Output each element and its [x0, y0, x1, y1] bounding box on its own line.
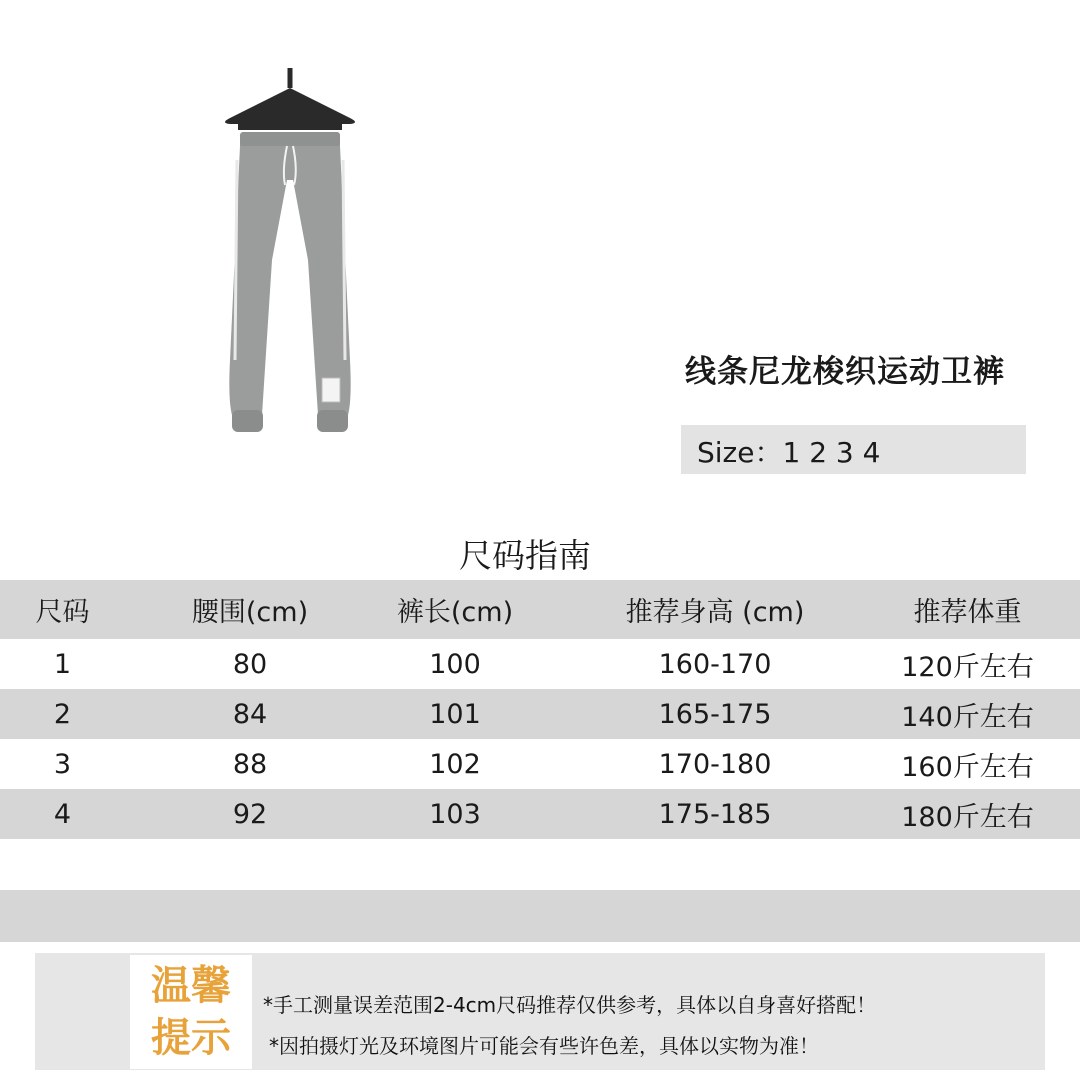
size-box	[681, 425, 1026, 474]
table-row	[0, 739, 1080, 789]
header-length: 裤长(cm)	[396, 597, 514, 628]
cell-length: 102	[429, 748, 481, 780]
cell-waist: 88	[232, 748, 268, 780]
cell-size: 4	[53, 798, 72, 830]
cell-weight: 180斤左右	[901, 801, 1034, 833]
cell-size: 3	[53, 748, 72, 780]
header-waist: 腰围(cm)	[191, 597, 309, 628]
cell-length: 101	[429, 698, 481, 730]
notice-panel	[35, 953, 1045, 1070]
table-row	[0, 639, 1080, 689]
table-header-row	[0, 580, 1080, 639]
notice-badge-line1: 温馨	[151, 963, 231, 1009]
product-image	[190, 60, 390, 480]
notice-badge	[130, 955, 252, 1069]
cell-waist: 80	[232, 648, 268, 680]
cell-height: 165-175	[658, 698, 772, 730]
cell-waist: 84	[232, 698, 268, 730]
notice-badge-line2: 提示	[151, 1015, 231, 1061]
cell-size: 2	[53, 698, 72, 730]
cell-height: 175-185	[658, 798, 772, 830]
table-row	[0, 689, 1080, 739]
cell-weight: 160斤左右	[901, 751, 1034, 783]
cell-waist: 92	[232, 798, 268, 830]
cell-weight: 120斤左右	[901, 651, 1034, 683]
cell-weight: 140斤左右	[901, 701, 1034, 733]
header-size: 尺码	[35, 597, 90, 628]
divider-band	[0, 890, 1080, 942]
notice-line-2: *因拍摄灯光及环境图片可能会有些许色差，具体以实物为准！	[269, 1034, 819, 1058]
cell-height: 160-170	[658, 648, 772, 680]
hanger-icon	[225, 68, 355, 130]
cell-length: 100	[429, 648, 481, 680]
pants-icon	[229, 132, 350, 432]
size-guide-title: 尺码指南	[459, 536, 591, 575]
size-label: Size：1 2 3 4	[697, 436, 881, 469]
product-title: 线条尼龙梭织运动卫裤	[685, 354, 1005, 390]
table-row	[0, 789, 1080, 839]
notice-line-1: *手工测量误差范围2-4cm尺码推荐仅供参考，具体以自身喜好搭配！	[263, 993, 877, 1017]
cell-length: 103	[429, 798, 481, 830]
size-table	[0, 580, 1080, 839]
header-height: 推荐身高 (cm)	[625, 597, 805, 628]
cell-height: 170-180	[658, 748, 772, 780]
header-weight: 推荐体重	[913, 597, 1022, 628]
cell-size: 1	[53, 648, 72, 680]
